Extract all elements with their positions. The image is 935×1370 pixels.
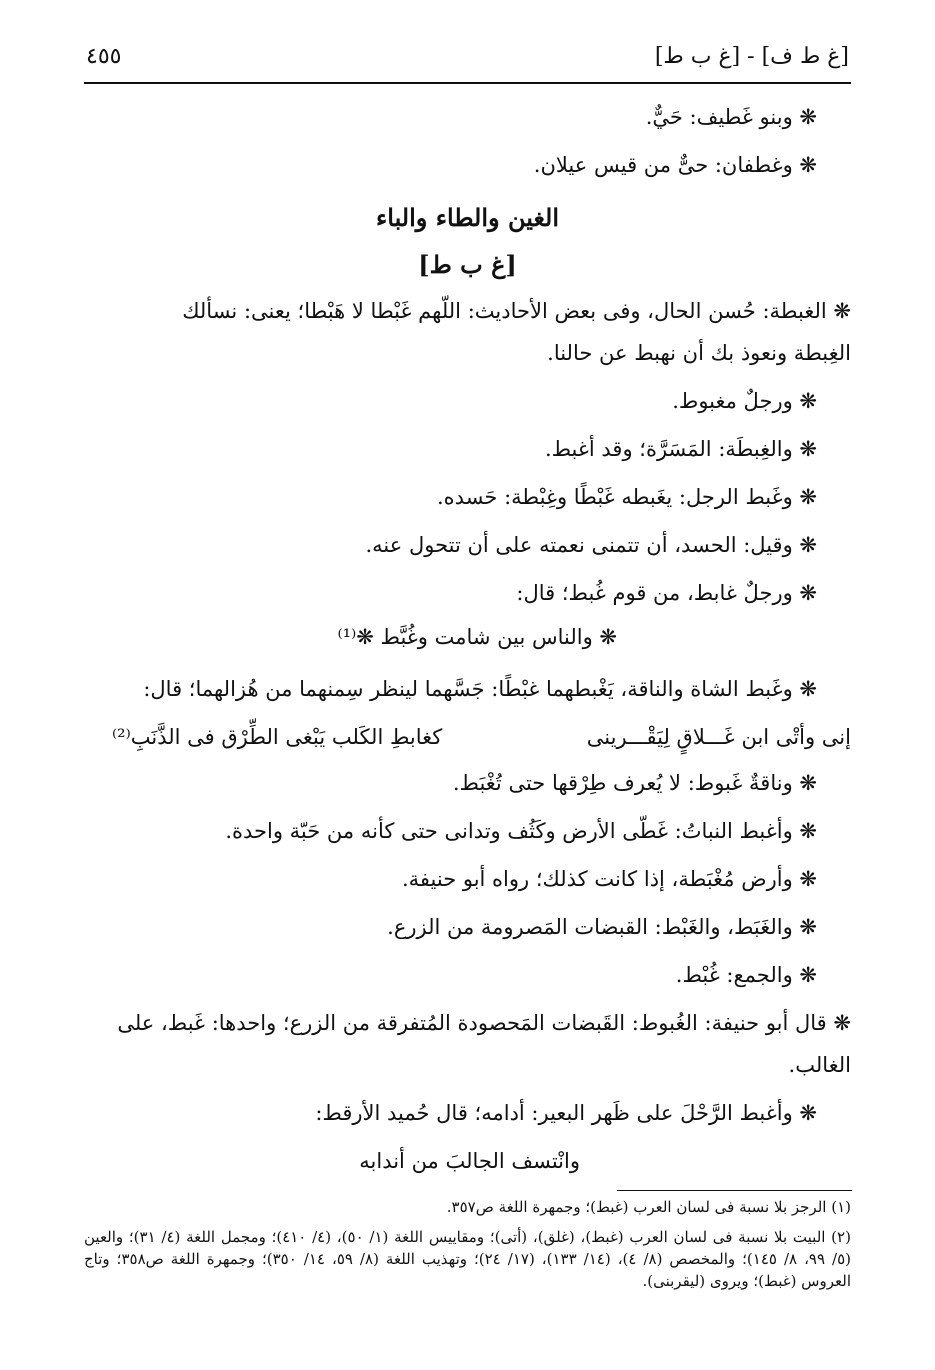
entry-line: ❋ وأرض مُغْبَطة، إذا كانت كذلك؛ رواه أبو حنيفة. bbox=[401, 867, 817, 891]
header-entry-range: [غ ط ف] - [غ ب ط] bbox=[654, 44, 849, 69]
section-heading: الغين والطاء والباء bbox=[375, 203, 560, 232]
entry-line: ❋ وغَبط الشاة والناقة، يَغْبطهما غبْطًا: جَسَّهما لينظر سِمنهما من هُزالهما؛ قال: bbox=[143, 677, 817, 701]
entry-line: ❋ وقيل: الحسد، أن تتمنى نعمته على أن تتحول عنه. bbox=[365, 533, 817, 557]
verse-line: ❋ والناس بين شامت وغُبَّط ❋⁽¹⁾ bbox=[337, 625, 617, 649]
entry-line: ❋ وناقةٌ غَبوط: لا يُعرف طِرْقها حتى تُغْبَط. bbox=[452, 771, 817, 795]
entry-line: ❋ قال أبو حنيفة: الغُبوط: القَبضات المَحصودة المُتفرقة من الزرع؛ واحدها: غَبط، على bbox=[117, 1011, 851, 1035]
verse-hemistich-left: كغابطِ الكَلب يَبْغى الطِّرْق فى الذَّنَبِ⁽²⁾ bbox=[112, 725, 443, 749]
entry-line: ❋ ورجلٌ غابط، من قوم غُبط؛ قال: bbox=[516, 581, 817, 605]
entry-line: ❋ وبنو غَطيف: حَيٌّ. bbox=[645, 105, 817, 129]
entry-line: ❋ الغبطة: حُسن الحال، وفى بعض الأحاديث: اللّهم غَبْطا لا هَبْطا؛ يعنى: نسألك bbox=[182, 299, 851, 323]
entry-line-continuation: الغِبطة ونعوذ بك أن نهبط عن حالنا. bbox=[547, 341, 851, 365]
entry-line: ❋ والغِبطَة: المَسَرَّة؛ وقد أغبط. bbox=[544, 437, 817, 461]
entry-line-continuation: الغالب. bbox=[788, 1053, 851, 1077]
footnote-rule bbox=[617, 1190, 852, 1191]
header-rule bbox=[84, 82, 851, 84]
root-heading: [غ ب ط] bbox=[418, 250, 517, 279]
entry-line: ❋ وأغبط الرَّحْلَ على ظَهر البعير: أدامه؛ قال حُميد الأرقط: bbox=[315, 1101, 817, 1125]
verse-line: وانْتسف الجالبَ من أندابه bbox=[359, 1149, 580, 1173]
entry-line: ❋ والغَبَط، والغَبْط: القبضات المَصرومة من الزرع. bbox=[387, 915, 817, 939]
entry-line: ❋ وغطفان: حىٌّ من قيس عيلان. bbox=[533, 153, 817, 177]
footnote: (٢) البيت بلا نسبة فى لسان العرب (غبط)، (غلق)، (أتى)؛ ومقاييس اللغة (١/ ٥٠)، (٤/ ٤١٠)؛ ومجمل اللغة (٤/ ٣١)؛ والعين (٥/ ٩٩، ٨/ ١٤٥)؛ والمخصص (٨/ ٤)، (١٤/ ١٣٣)، (١٧/ ٢٤)؛ وتهذيب اللغة (٨/ ٥٩، ١٤/ ٣٥٠)؛ وجمهرة اللغة ص٣٥٨؛ وتاج العروس (غبط)؛ ويروى (ليقربنى). bbox=[84, 1228, 852, 1290]
entry-line: ❋ وغَبط الرجل: يغَبطه غَبْطًا وغِبْطة: حَسده. bbox=[437, 485, 817, 509]
entry-line: ❋ وأغبط النباتُ: غَطّى الأرض وكَثُف وتدانى حتى كأنه من حَبّة واحدة. bbox=[225, 819, 817, 843]
verse-hemistich-right: إنى وأتْى ابن غَـــلاقٍ لِيَقْـــرينى bbox=[586, 725, 851, 749]
entry-line: ❋ والجمع: غُبْط. bbox=[675, 963, 817, 987]
entry-line: ❋ ورجلٌ مغبوط. bbox=[672, 389, 817, 413]
page-number: ٤٥٥ bbox=[86, 44, 122, 69]
footnote: (١) الرجز بلا نسبة فى لسان العرب (غبط)؛ وجمهرة اللغة ص٣٥٧. bbox=[446, 1198, 851, 1216]
